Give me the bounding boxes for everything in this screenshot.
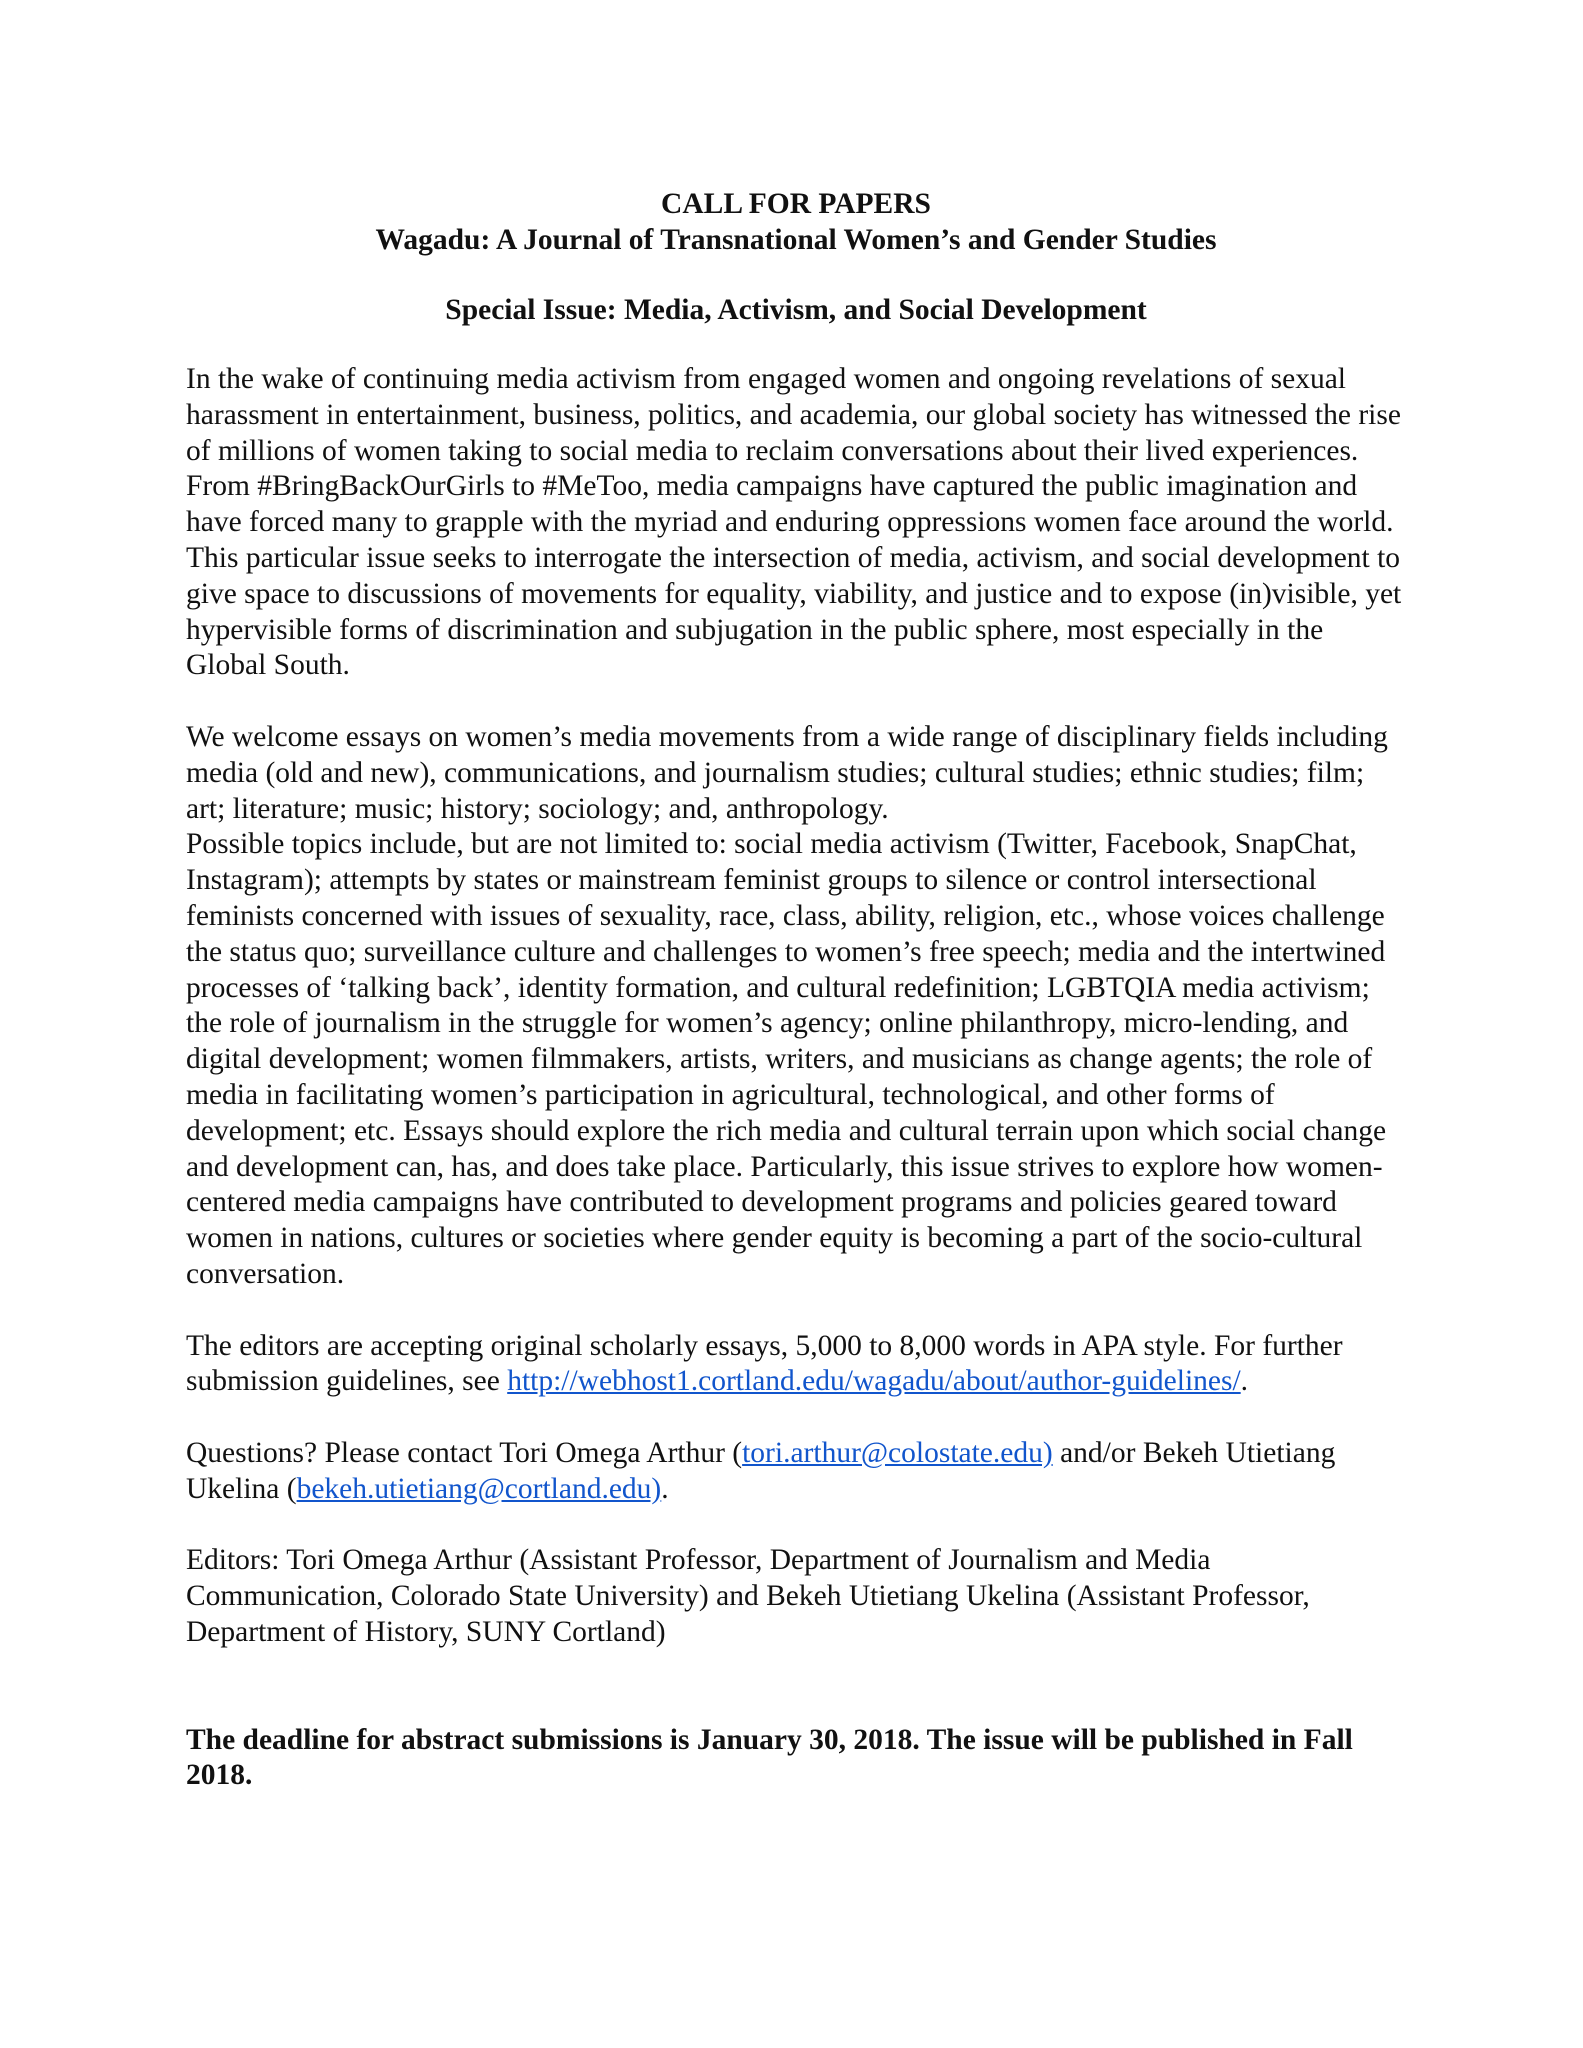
questions-end: . (661, 1472, 669, 1505)
questions-text: Questions? Please contact Tori Omega Arthur ( (186, 1436, 743, 1469)
deadline-notice: The deadline for abstract submissions is January 30, 2018. The issue will be published in Fall 2018. (186, 1723, 1353, 1792)
author-guidelines-link[interactable]: http://webhost1.cortland.edu/wagadu/about/author-guidelines/ (507, 1365, 1241, 1398)
call-for-papers-title: CALL FOR PAPERS (661, 188, 931, 220)
topics-paragraph: Possible topics include, but are not limited to: social media activism (Twitter, Facebook, SnapChat, Instagram); attempts by states or mainstream feminist groups to silence or control intersectional feminists concerned with issues of sexuality, race, class, ability, religion, etc., whose voices challenge the status quo; surveillance culture and challenges to women’s free speech; media and the intertwined processes of ‘talking back’, identity formation, and cultural redefinition; LGBTQIA media activism; the role of journalism in the struggle for women’s agency; online philanthropy, micro-lending, and digital development; women filmmakers, artists, writers, and musicians as change agents; the role of media in facilitating women’s participation in agricultural, technological, and other forms of development; etc. Essays should explore the rich media and cultural terrain upon which social change and development can, has, and does take place. Particularly, this issue strives to explore how women-centered media campaigns have contributed to development programs and policies geared toward women in nations, cultures or societies where gender equity is becoming a part of the socio-cultural conversation. (186, 828, 1387, 1290)
submission-paragraph (186, 1329, 1406, 1401)
welcome-paragraph: We welcome essays on women’s media movements from a wide range of disciplinary fields including media (old and new), communications, and journalism studies; cultural studies; ethnic studies; film; art; literature; music; history; sociology; and, anthropology. (186, 720, 1388, 825)
submission-end: . (1240, 1365, 1249, 1398)
document-page (186, 186, 1406, 1794)
submission-text: The editors are accepting original scholarly essays, 5,000 to 8,000 words in APA style. For further submission guidelines, see (186, 1329, 1343, 1398)
editors-paragraph: Editors: Tori Omega Arthur (Assistant Professor, Department of Journalism and Media Communication, Colorado State University) and Bekeh Utietiang Ukelina (Assistant Professor, Department of History, SUNY Cortland) (186, 1544, 1310, 1648)
special-issue-title: Special Issue: Media, Activism, and Social Development (445, 294, 1147, 326)
journal-title: Wagadu: A Journal of Transnational Women’s and Gender Studies (375, 224, 1217, 256)
intro-paragraph: In the wake of continuing media activism from engaged women and ongoing revelations of sexual harassment in entertainment, business, politics, and academia, our global society has witnessed the rise of millions of women taking to social media to reclaim conversations about their lived experiences. From #BringBackOurGirls to #MeToo, media campaigns have captured the public imagination and have forced many to grapple with the myriad and enduring oppressions women face around the world. This particular issue seeks to interrogate the intersection of media, activism, and social development to give space to discussions of movements for equality, viability, and justice and to expose (in)visible, yet hypervisible forms of discrimination and subjugation in the public sphere, most especially in the Global South. (186, 363, 1402, 682)
questions-paragraph (186, 1436, 1406, 1508)
questions-mid: and/or Bekeh Utietiang Ukelina ( (186, 1436, 1336, 1505)
email-link-arthur[interactable]: tori.arthur@colostate.edu) (742, 1436, 1053, 1469)
email-link-ukelina[interactable]: bekeh.utietiang@cortland.edu) (296, 1472, 662, 1505)
